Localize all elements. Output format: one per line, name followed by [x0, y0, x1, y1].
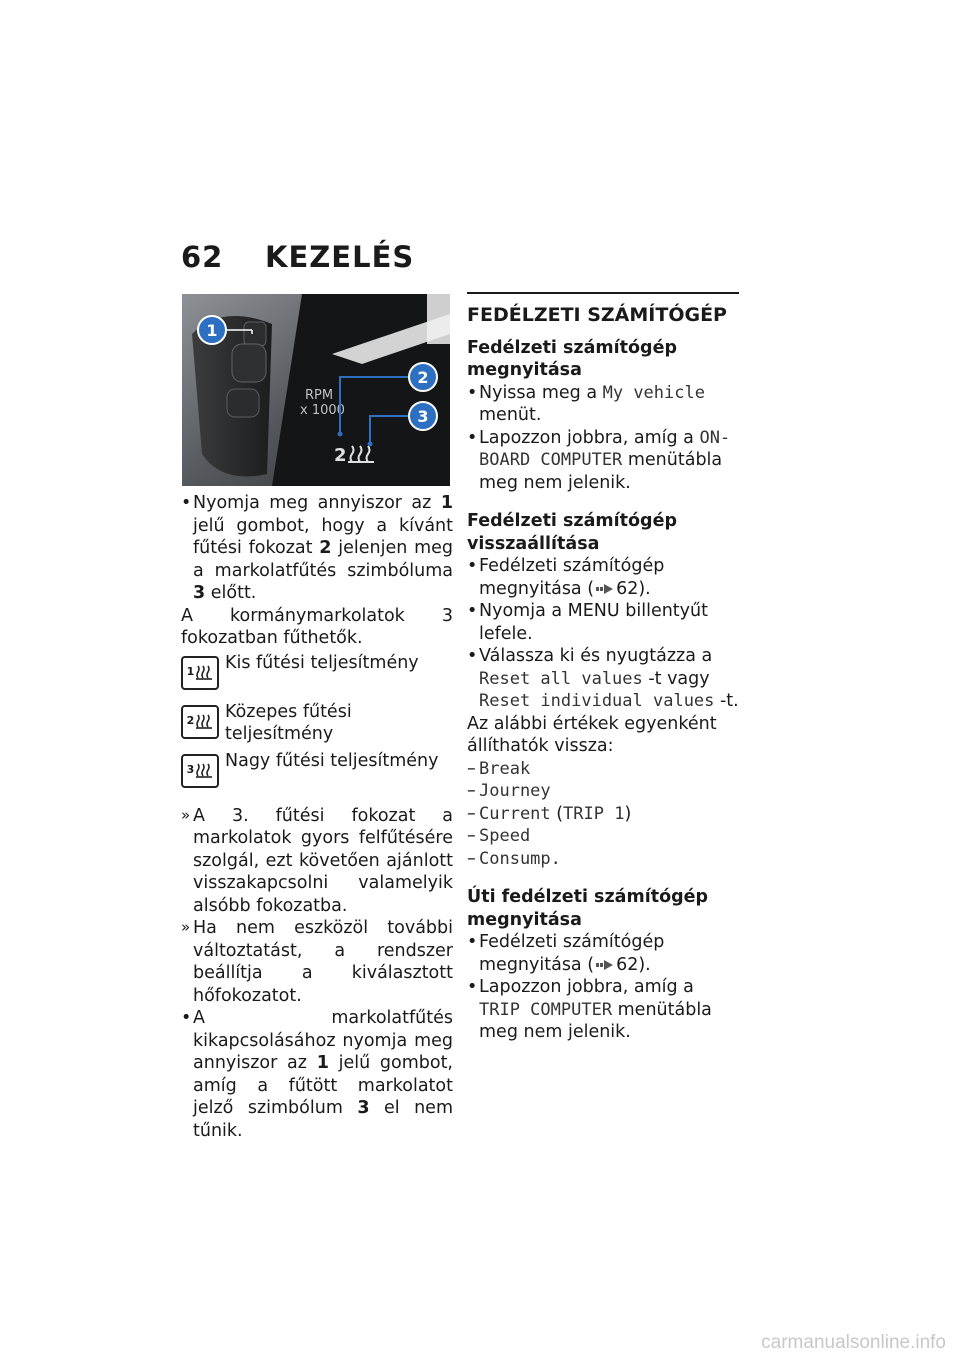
- reset-item-break: – Break: [467, 758, 739, 781]
- subsection-reset-title: Fedélzeti számítógép visszaállítása: [467, 511, 677, 554]
- heat-level-3: [181, 750, 453, 797]
- note-auto-set: » Ha nem eszközöl további változtatást, a rendszer beállítja a kiválasztott hőfokozatot.: [181, 917, 453, 1007]
- page-header: [181, 240, 414, 274]
- step-select-reset: • Válassza ki és nyugtázza a Reset all values -t vagy Reset individual values -t.: [467, 645, 739, 713]
- step-open-menu: • Nyissa meg a My vehicle menüt.: [467, 382, 739, 427]
- reset-item-current: – Current (TRIP 1): [467, 803, 739, 826]
- step-open-computer-trip: • Fedélzeti számítógép megnyitása ( 62).: [467, 931, 739, 976]
- note-level-3: » A 3. fűtési fokozat a markolatok gyors felfűtésére szolgál, ezt követően ajánlott visszakapcsolni valamelyik alsóbb fokozatba.: [181, 805, 453, 918]
- svg-text:3: 3: [417, 407, 429, 426]
- reset-item-journey: – Journey: [467, 780, 739, 803]
- subsection-trip-title: Úti fedélzeti számítógép megnyitása: [467, 887, 709, 930]
- heat-level-3-label: Nagy fűtési teljesítmény: [225, 750, 439, 771]
- levels-intro: A kormánymarkolatok 3 fokozatban fűthetők.: [181, 605, 453, 648]
- page-reference-arrow-icon: [596, 583, 614, 595]
- svg-text:1: 1: [206, 321, 218, 340]
- instruction-select-level: • Nyomja meg annyiszor az 1 jelű gombot, hogy a kívánt fűtési fokozat 2 jelenjen meg a markolatfűtés szimbóluma 3 előtt.: [181, 492, 453, 605]
- callout-1: [198, 316, 226, 344]
- heat-level-1-label: Kis fűtési teljesítmény: [225, 652, 419, 673]
- display-multiplier: x 1000: [300, 403, 345, 418]
- instruction-turn-off: • A markolatfűtés kikapcsolásához nyomja meg annyiszor az 1 jelű gombot, amíg a fűtött markolatot jelző szimbólum 3 el nem tűnik.: [181, 1007, 453, 1142]
- svg-text:2: 2: [417, 368, 429, 387]
- heat-level-1-icon: 1: [181, 656, 219, 690]
- page-reference-arrow-icon: [596, 959, 614, 971]
- handlebar-photo: [182, 294, 450, 486]
- step-scroll-trip: • Lapozzon jobbra, amíg a TRIP COMPUTER menütábla meg nem jelenik.: [467, 976, 739, 1044]
- display-heat-level: 2: [334, 445, 347, 466]
- step-press-menu: • Nyomja a MENU billentyűt lefele.: [467, 600, 739, 645]
- page-number: 62: [181, 240, 224, 274]
- watermark: carmanualsonline.info: [761, 1332, 946, 1353]
- callout-2: [409, 363, 437, 391]
- reset-item-consump: – Consump.: [467, 848, 739, 871]
- right-column: [467, 292, 739, 1044]
- display-rpm: RPM: [305, 388, 334, 403]
- page-title: KEZELÉS: [265, 240, 415, 274]
- heat-level-2-icon: 2: [181, 705, 219, 739]
- handlebar-illustration: [182, 294, 450, 486]
- subsection-open-title: Fedélzeti számítógép megnyitása: [467, 337, 677, 380]
- heat-level-3-icon: 3: [181, 754, 219, 788]
- heat-level-1: [181, 652, 453, 699]
- heat-level-2-label: Közepes fűtési teljesítmény: [225, 701, 352, 744]
- reset-values-intro: Az alábbi értékek egyenként állíthatók vissza:: [467, 713, 717, 756]
- step-scroll-onboard: • Lapozzon jobbra, amíg a ON-BOARD COMPUTER menütábla meg nem jelenik.: [467, 427, 739, 495]
- heat-level-2: [181, 701, 453, 748]
- section-title: FEDÉLZETI SZÁMÍTÓGÉP: [467, 292, 739, 327]
- callout-3: [409, 402, 437, 430]
- left-column: [181, 492, 453, 1142]
- step-open-computer: • Fedélzeti számítógép megnyitása ( 62).: [467, 555, 739, 600]
- reset-item-speed: – Speed: [467, 825, 739, 848]
